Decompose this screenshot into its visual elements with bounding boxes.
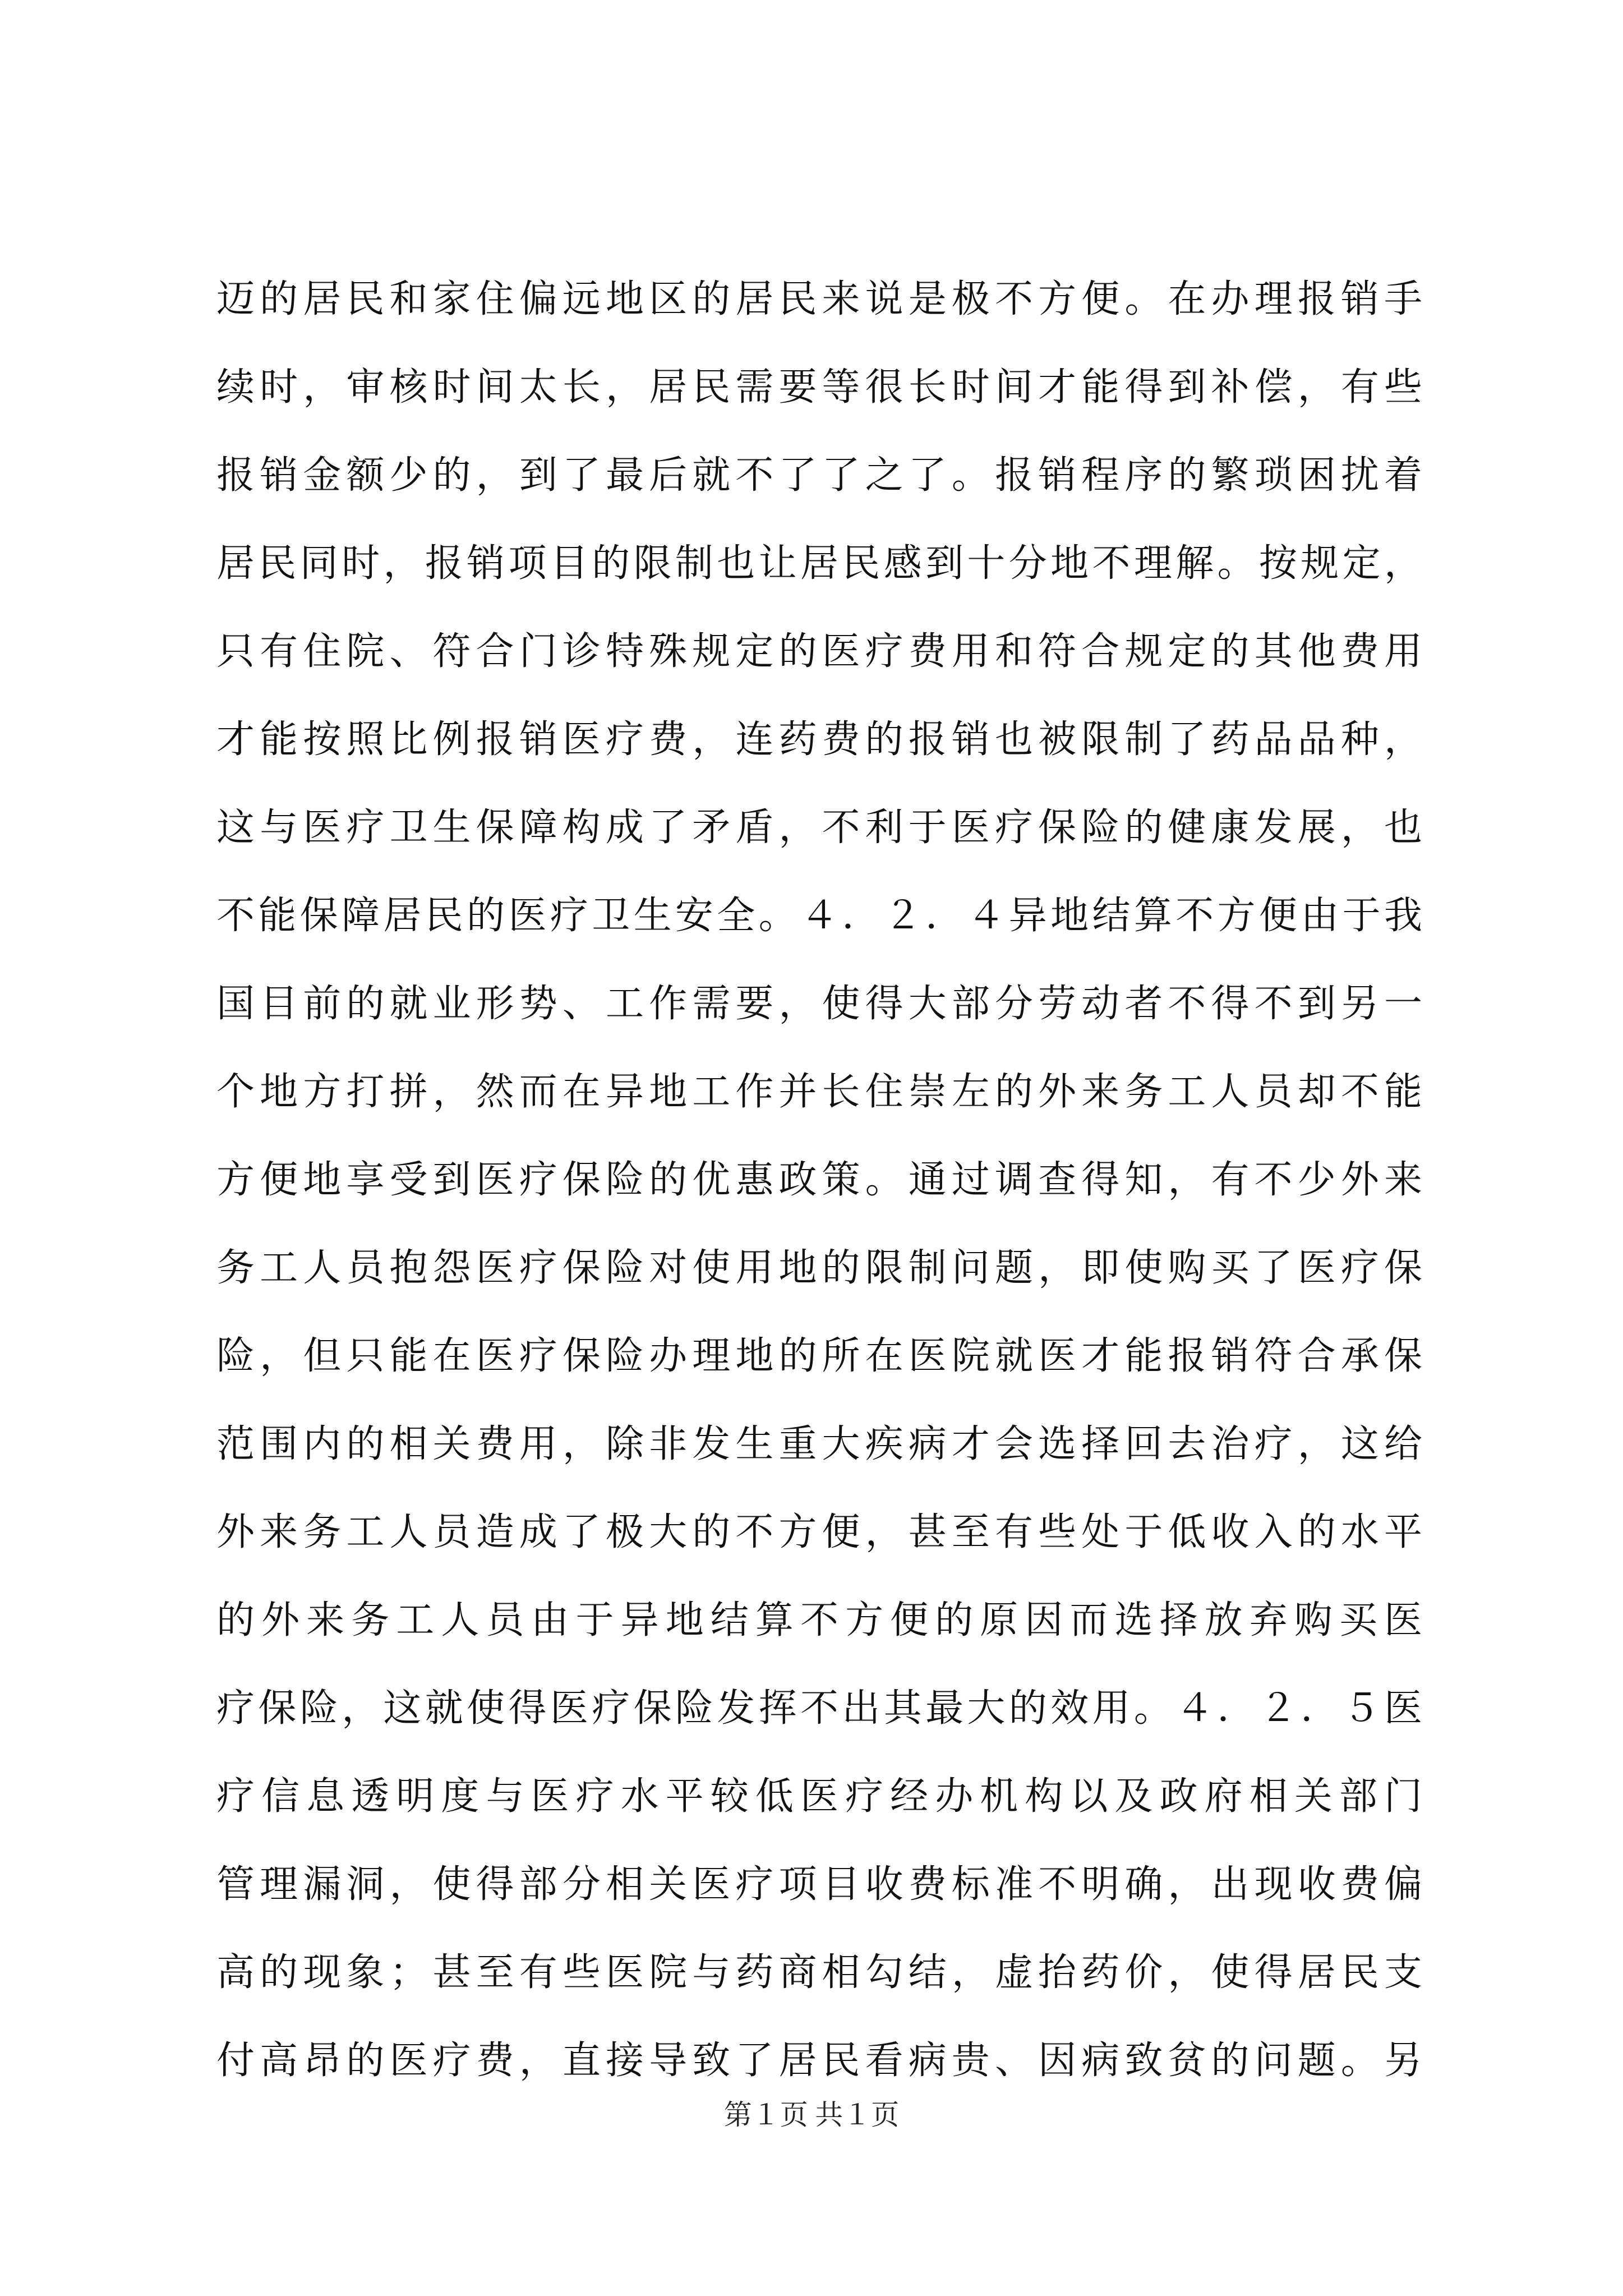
text-line: 范围内的相关费用，除非发生重大疾病才会选择回去治疗，这给 (216, 1422, 1422, 1466)
text-line: 高的现象；甚至有些医院与药商相勾结，虚抬药价，使得居民支 (216, 1950, 1422, 1995)
text-line: 务工人员抱怨医疗保险对使用地的限制问题，即使购买了医疗保 (216, 1246, 1422, 1290)
text-line: 个地方打拼，然而在异地工作并长住崇左的外来务工人员却不能 (216, 1070, 1422, 1114)
body-text (216, 255, 1422, 2105)
text-line: 疗保险，这就使得医疗保险发挥不出其最大的效用。４．２．５医 (216, 1686, 1422, 1731)
text-line: 国目前的就业形势、工作需要，使得大部分劳动者不得不到另一 (216, 982, 1422, 1026)
text-line: 疗信息透明度与医疗水平较低医疗经办机构以及政府相关部门 (216, 1774, 1422, 1819)
text-line: 才能按照比例报销医疗费，连药费的报销也被限制了药品品种， (216, 717, 1422, 762)
text-line: 这与医疗卫生保障构成了矛盾，不利于医疗保险的健康发展，也 (216, 806, 1422, 850)
text-line: 方便地享受到医疗保险的优惠政策。通过调查得知，有不少外来 (216, 1158, 1422, 1202)
text-line: 管理漏洞，使得部分相关医疗项目收费标准不明确，出现收费偏 (216, 1862, 1422, 1907)
text-line: 不能保障居民的医疗卫生安全。４．２．４异地结算不方便由于我 (216, 894, 1422, 938)
text-line: 只有住院、符合门诊特殊规定的医疗费用和符合规定的其他费用 (216, 629, 1422, 674)
text-line: 迈的居民和家住偏远地区的居民来说是极不方便。在办理报销手 (216, 277, 1422, 321)
text-line: 外来务工人员造成了极大的不方便，甚至有些处于低收入的水平 (216, 1510, 1422, 1554)
text-line: 居民同时，报销项目的限制也让居民感到十分地不理解。按规定， (216, 541, 1422, 586)
page-footer (0, 2095, 1623, 2134)
text-line: 付高昂的医疗费，直接导致了居民看病贵、因病致贫的问题。另 (216, 2039, 1422, 2083)
text-line: 续时，审核时间太长，居民需要等很长时间才能得到补偿，有些 (216, 365, 1422, 409)
page-number-label: 第１页 共１页 (723, 2099, 900, 2131)
text-line: 报销金额少的，到了最后就不了了之了。报销程序的繁琐困扰着 (216, 453, 1422, 498)
text-line: 的外来务工人员由于异地结算不方便的原因而选择放弃购买医 (216, 1598, 1422, 1642)
text-line: 险，但只能在医疗保险办理地的所在医院就医才能报销符合承保 (216, 1334, 1422, 1378)
